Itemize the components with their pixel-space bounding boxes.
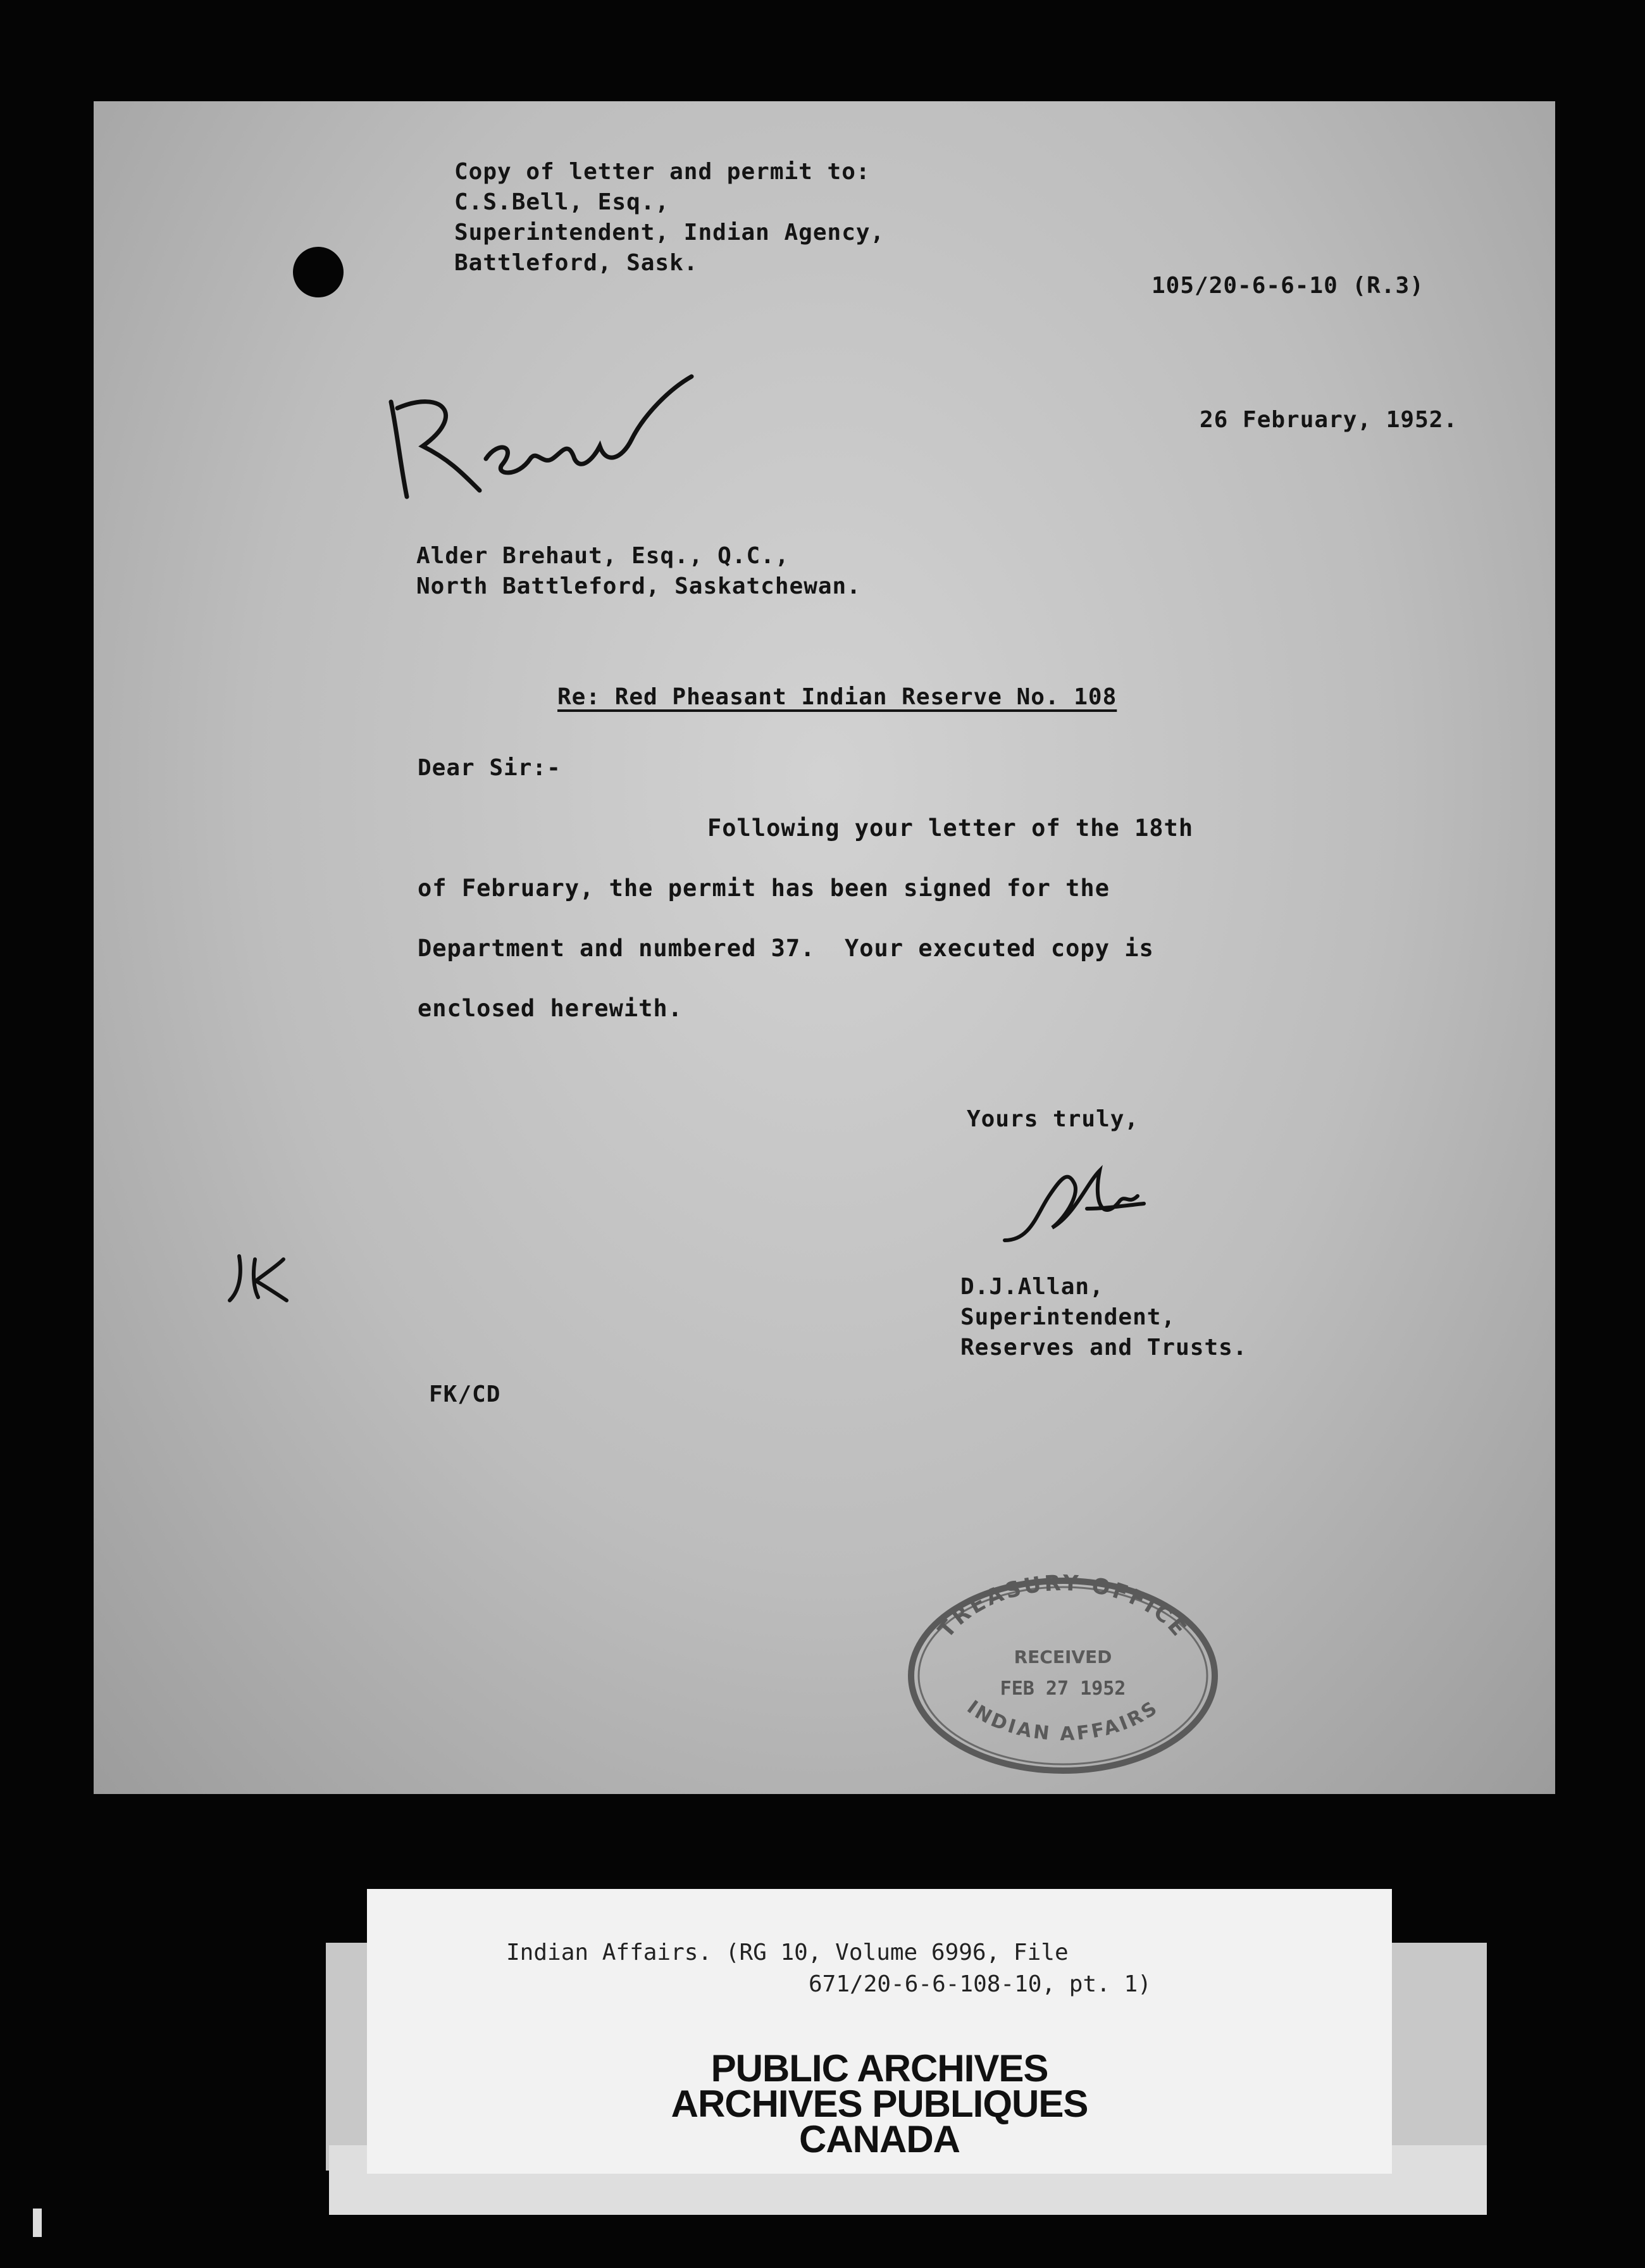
margin-initials-handwriting bbox=[220, 1247, 290, 1310]
salutation: Dear Sir:- bbox=[418, 755, 561, 781]
letter-date: 26 February, 1952. bbox=[1200, 407, 1458, 433]
subject-line: Re: Red Pheasant Indian Reserve No. 108 bbox=[557, 684, 1117, 710]
label-right-tab bbox=[1392, 1943, 1487, 2171]
archive-reference-line-2: 671/20-6-6-108-10, pt. 1) bbox=[809, 1971, 1152, 1997]
svg-text:TREASURY OFFICE bbox=[933, 1571, 1193, 1643]
label-left-tab bbox=[326, 1943, 370, 2171]
copy-header-line-2: C.S.Bell, Esq., bbox=[454, 189, 670, 215]
archive-name-english: PUBLIC ARCHIVES bbox=[711, 2047, 1048, 2090]
stamp-bottom-text: INDIAN AFFAIRS bbox=[962, 1696, 1164, 1746]
closing: Yours truly, bbox=[967, 1106, 1139, 1132]
body-line-4: enclosed herewith. bbox=[418, 995, 683, 1022]
signatory-name: D.J.Allan, bbox=[960, 1274, 1104, 1300]
archive-reference-line-1: Indian Affairs. (RG 10, Volume 6996, File bbox=[506, 1940, 1069, 1966]
archive-label bbox=[367, 1889, 1392, 2174]
punch-hole bbox=[293, 247, 344, 297]
stamp-received-text: RECEIVED bbox=[1014, 1647, 1112, 1667]
film-edge-mark bbox=[33, 2209, 42, 2237]
typist-initials: FK/CD bbox=[429, 1381, 501, 1407]
archive-name-french: ARCHIVES PUBLIQUES bbox=[671, 2083, 1088, 2125]
letter-page bbox=[94, 101, 1555, 1794]
signature-initials bbox=[992, 1145, 1157, 1253]
body-line-2: of February, the permit has been signed for the bbox=[418, 875, 1110, 902]
file-reference: 105/20-6-6-10 (R.3) bbox=[1152, 273, 1424, 299]
treasury-received-stamp bbox=[892, 1568, 1234, 1777]
body-line-1: Following your letter of the 18th bbox=[707, 814, 1194, 842]
addressee-line-2: North Battleford, Saskatchewan. bbox=[416, 573, 861, 599]
addressee-line-1: Alder Brehaut, Esq., Q.C., bbox=[416, 543, 790, 569]
copy-header-line-3: Superintendent, Indian Agency, bbox=[454, 220, 885, 246]
body-line-3: Department and numbered 37. Your executed copy is bbox=[418, 935, 1154, 962]
stamp-top-text: TREASURY OFFICE bbox=[933, 1570, 1193, 1643]
copy-header-line-4: Battleford, Sask. bbox=[454, 250, 698, 276]
copy-header-line-1: Copy of letter and permit to: bbox=[454, 159, 871, 185]
archive-country: CANADA bbox=[799, 2118, 960, 2160]
signatory-division: Reserves and Trusts. bbox=[960, 1335, 1248, 1361]
revenue-handwriting bbox=[372, 364, 701, 509]
signatory-title: Superintendent, bbox=[960, 1304, 1176, 1330]
stamp-date: FEB 27 1952 bbox=[1000, 1678, 1126, 1700]
svg-text:INDIAN AFFAIRS bbox=[963, 1696, 1163, 1745]
